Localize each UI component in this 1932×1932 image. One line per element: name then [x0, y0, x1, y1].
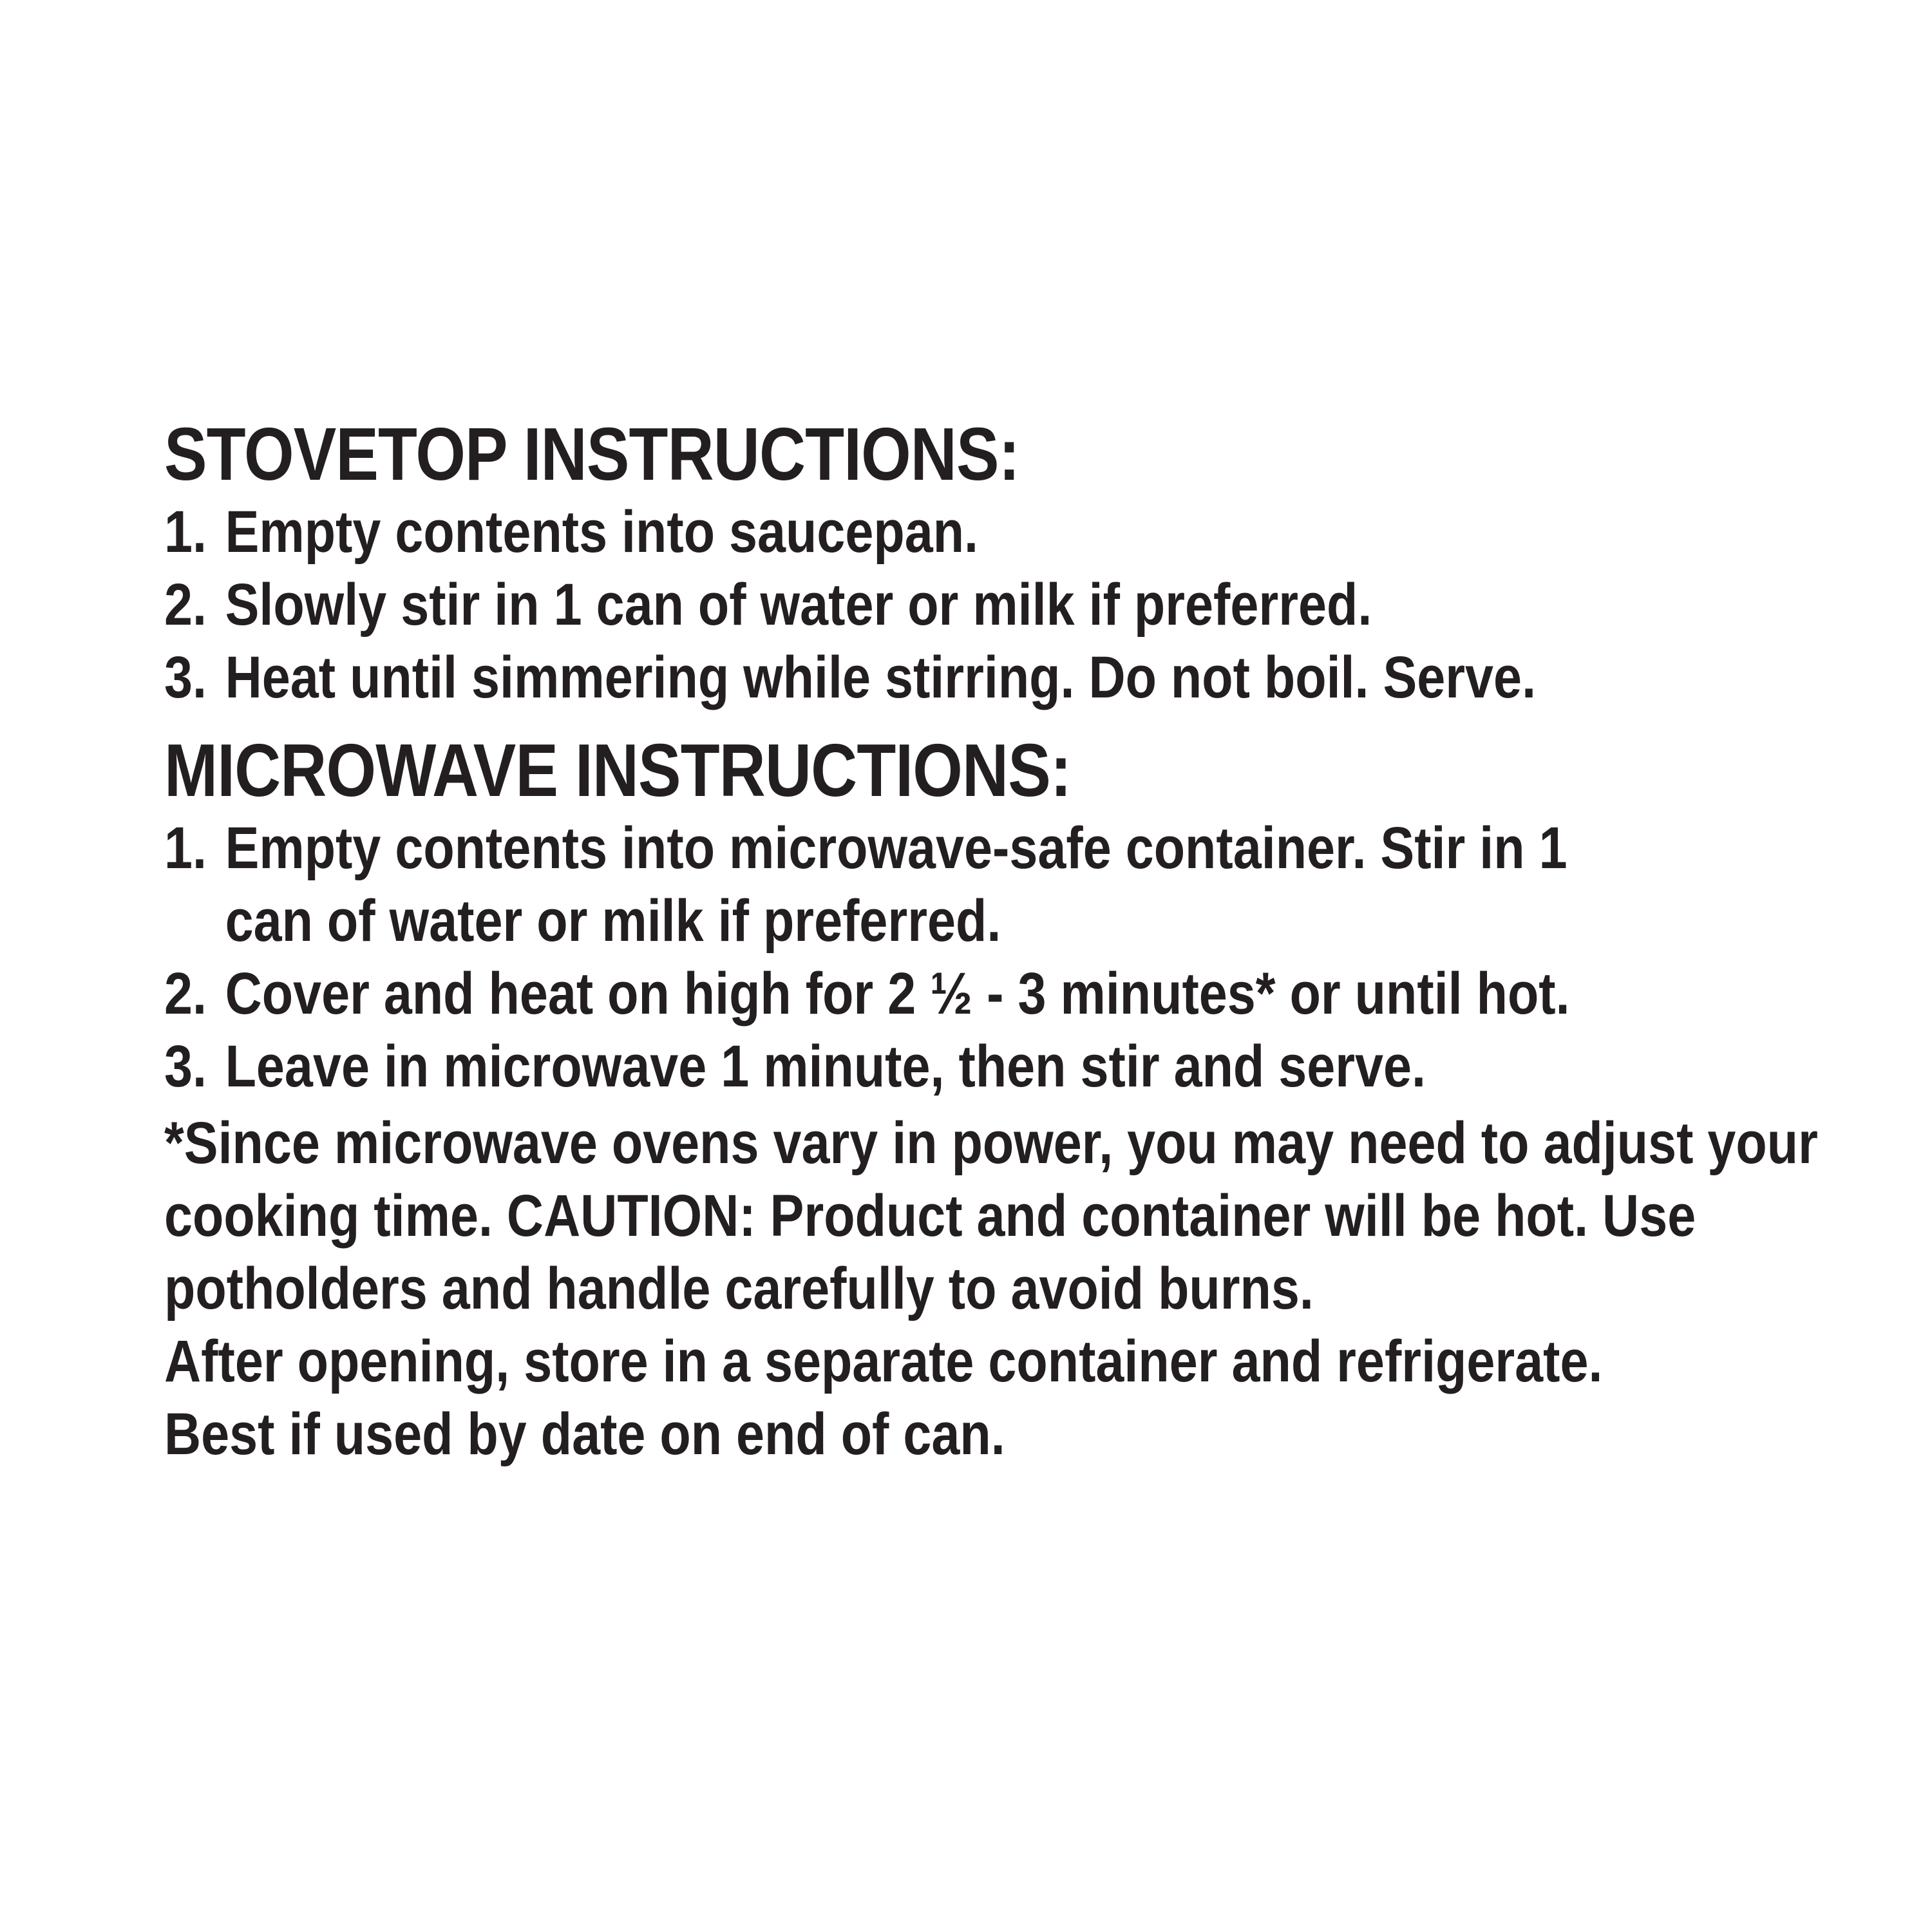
step-text: Cover and heat on high for 2 ½ - 3 minutes* or until hot. [225, 961, 1570, 1027]
microwave-step-2 [164, 958, 1826, 1030]
section-spacer [164, 714, 1839, 728]
step-number: 3. [164, 1034, 207, 1099]
step-number: 1. [164, 815, 207, 881]
microwave-step-1 [164, 812, 1826, 958]
step-text: Empty contents into saucepan. [225, 499, 979, 565]
step-text: Empty contents into microwave-safe container. Stir in 1 can of water or milk if preferred. [225, 815, 1567, 954]
step-number: 1. [164, 499, 207, 565]
step-number: 2. [164, 961, 207, 1027]
stovetop-steps [164, 496, 1839, 714]
storage-note: After opening, store in a separate container and refrigerate. [164, 1329, 1603, 1394]
caution-note: *Since microwave ovens vary in power, you may need to adjust your cooking time. CAUTION: Product and container will be hot. Use potholders and handle carefully to avoid burns. [164, 1110, 1818, 1321]
step-text: Slowly stir in 1 can of water or milk if preferred. [225, 572, 1372, 638]
microwave-steps [164, 812, 1839, 1103]
microwave-step-3 [164, 1030, 1826, 1103]
step-number: 2. [164, 572, 207, 638]
step-number: 3. [164, 645, 207, 710]
instructions-panel [164, 412, 1839, 1471]
step-text: Heat until simmering while stirring. Do not boil. Serve. [225, 645, 1537, 710]
stovetop-step-1 [164, 496, 1826, 569]
microwave-heading: MICROWAVE INSTRUCTIONS: [164, 728, 1072, 812]
stovetop-step-3 [164, 641, 1826, 714]
stovetop-heading: STOVETOP INSTRUCTIONS: [164, 412, 1020, 496]
stovetop-step-2 [164, 569, 1826, 641]
step-text: Leave in microwave 1 minute, then stir and serve. [225, 1034, 1426, 1099]
best-by-note: Best if used by date on end of can. [164, 1401, 1005, 1467]
